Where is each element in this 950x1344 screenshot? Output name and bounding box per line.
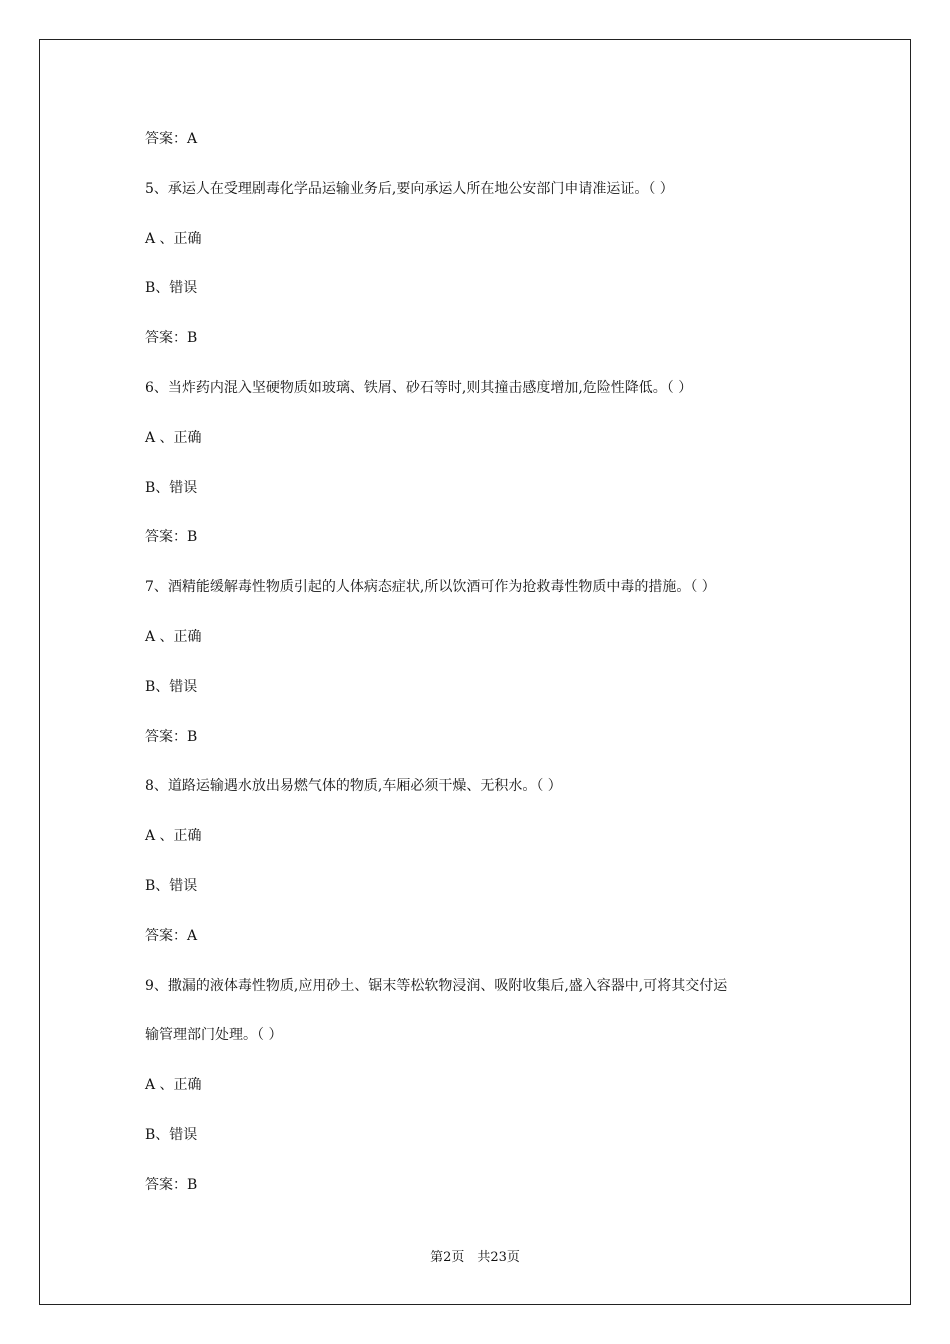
answer-line: 答案：B (145, 728, 198, 745)
option-b: B、错误 (145, 280, 198, 297)
answer-line: 答案：A (145, 927, 198, 944)
question-7: 7、酒精能缓解毒性物质引起的人体病态症状,所以饮酒可作为抢救毒性物质中毒的措施。（ ） (145, 579, 716, 596)
option-a: A 、正确 (145, 1077, 202, 1094)
option-b: B、错误 (145, 877, 198, 894)
option-a: A 、正确 (145, 628, 202, 645)
question-9: 9、撒漏的液体毒性物质,应用砂土、锯末等松软物浸润、吸附收集后,盛入容器中,可将其交付运 (145, 977, 728, 994)
option-b: B、错误 (145, 479, 198, 496)
option-a: A 、正确 (145, 230, 202, 247)
answer-line: 答案：A (145, 131, 198, 147)
option-b: B、错误 (145, 1126, 198, 1143)
question-9-continued: 输管理部门处理。（ ） (145, 1027, 283, 1044)
option-a: A 、正确 (145, 429, 202, 446)
question-5: 5、承运人在受理剧毒化学品运输业务后,要向承运人所在地公安部门申请准运证。（ ） (145, 180, 674, 197)
answer-line: 答案：B (145, 529, 198, 546)
question-6: 6、当炸药内混入坚硬物质如玻璃、铁屑、砂石等时,则其撞击感度增加,危险性降低。（ ） (145, 379, 693, 396)
option-b: B、错误 (145, 678, 198, 695)
answer-line: 答案：B (145, 1176, 198, 1193)
answer-line: 答案：B (145, 330, 198, 347)
option-a: A 、正确 (145, 828, 202, 845)
page-footer: 第2页 共23页 (430, 1250, 520, 1265)
question-8: 8、道路运输遇水放出易燃气体的物质,车厢必须干燥、无积水。（ ） (145, 778, 562, 795)
document-body (145, 115, 845, 1211)
